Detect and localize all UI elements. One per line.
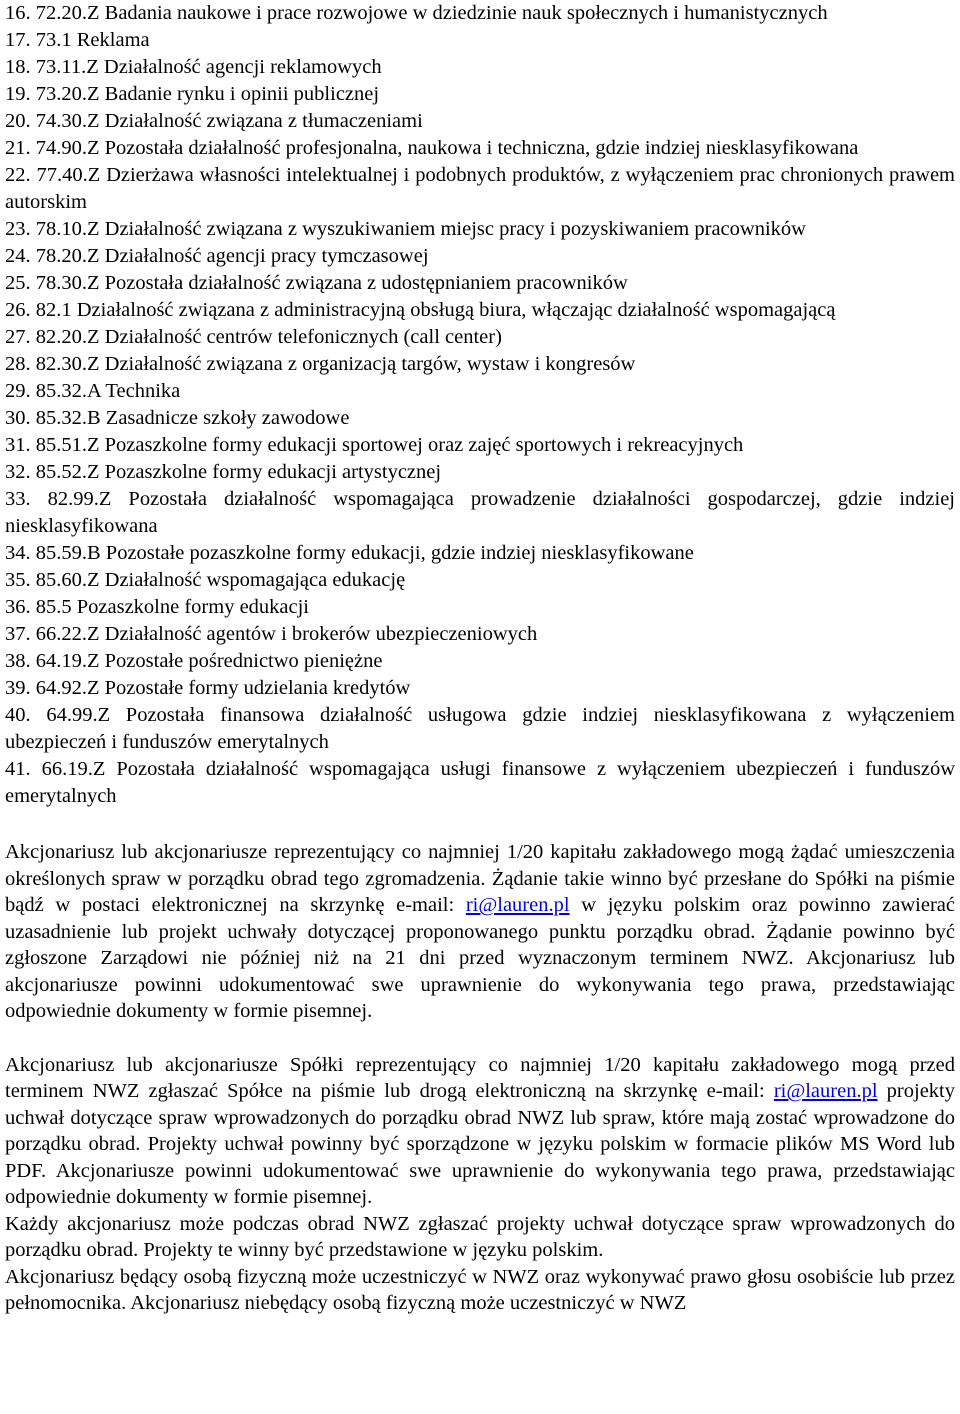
list-item: 21. 74.90.Z Pozostała działalność profesjonalna, naukowa i techniczna, gdzie indziej niesklasyfikowana (5, 137, 859, 159)
list-item: 41. 66.19.Z Pozostała działalność wspomagająca usługi finansowe z wyłączeniem ubezpieczeń i funduszów emerytalnych (5, 758, 955, 807)
list-item: 23. 78.10.Z Działalność związana z wyszukiwaniem miejsc pracy i pozyskiwaniem pracowników (5, 218, 806, 240)
list-item: 30. 85.32.B Zasadnicze szkoły zawodowe (5, 407, 350, 429)
list-item: 29. 85.32.A Technika (5, 380, 181, 402)
paragraph-meeting-drafts: Każdy akcjonariusz może podczas obrad NWZ zgłaszać projekty uchwał dotyczące spraw wprowadzonych do porządku obrad. Projekty te winny być przedstawione w języku polskim. (5, 1212, 955, 1261)
list-item: 18. 73.11.Z Działalność agencji reklamowych (5, 56, 382, 78)
list-item: 32. 85.52.Z Pozaszkolne formy edukacji artystycznej (5, 461, 442, 483)
list-item: 26. 82.1 Działalność związana z administracyjną obsługą biura, włączając działalność wspomagającą (5, 299, 836, 321)
list-item: 27. 82.20.Z Działalność centrów telefonicznych (call center) (5, 326, 502, 348)
paragraph-text: Akcjonariusz lub akcjonariusze Spółki reprezentujący co najmniej 1/20 kapitału zakładowego mogą przed terminem NWZ zgłaszać Spółce na piśmie lub drogą elektroniczną na skrzynkę e-mail: (5, 1053, 955, 1102)
pkd-list (5, 0, 955, 810)
paragraph-text: projekty uchwał dotyczące spraw wprowadzonych do porządku obrad NWZ lub spraw, które mają zostać wprowadzone do porządku obrad. Projekty uchwał powinny być sporządzone w języku polskim w formacie plików MS Word lub PDF. Akcjonariusze powinni udokumentować swe uprawnienie do wykonywania tego prawa, przedstawiając odpowiednie dokumenty w formie pisemnej. (5, 1080, 955, 1208)
list-item: 24. 78.20.Z Działalność agencji pracy tymczasowej (5, 245, 429, 267)
list-item: 40. 64.99.Z Pozostała finansowa działalność usługowa gdzie indziej niesklasyfikowana z wyłączeniem ubezpieczeń i funduszów emerytalnych (5, 704, 955, 753)
list-item: 25. 78.30.Z Pozostała działalność związana z udostępnianiem pracowników (5, 272, 628, 294)
list-item: 36. 85.5 Pozaszkolne formy edukacji (5, 596, 310, 618)
document-page (5, 0, 955, 1317)
list-item: 37. 66.22.Z Działalność agentów i brokerów ubezpieczeniowych (5, 623, 538, 645)
list-item: 34. 85.59.B Pozostałe pozaszkolne formy edukacji, gdzie indziej niesklasyfikowane (5, 542, 694, 564)
paragraph-agenda-request (5, 839, 955, 1025)
paragraph-resolution-drafts (5, 1052, 955, 1211)
list-item: 20. 74.30.Z Działalność związana z tłumaczeniami (5, 110, 423, 132)
paragraph-text: Akcjonariusz lub akcjonariusze reprezentujący co najmniej 1/20 kapitału zakładowego mogą żądać umieszczenia określonych spraw w porządku obrad tego zgromadzenia. Żądanie takie winno być przesłane do Spółki na piśmie bądź w postaci elektronicznej na skrzynkę e-mail: (5, 841, 955, 916)
list-item: 16. 72.20.Z Badania naukowe i prace rozwojowe w dziedzinie nauk społecznych i humanistycznych (5, 2, 828, 24)
paragraph-participation: Akcjonariusz będący osobą fizyczną może uczestniczyć w NWZ oraz wykonywać prawo głosu osobiście lub przez pełnomocnika. Akcjonariusz niebędący osobą fizyczną może uczestniczyć w NWZ (5, 1265, 955, 1314)
list-item: 17. 73.1 Reklama (5, 29, 150, 51)
email-link[interactable]: ri@lauren.pl (465, 894, 570, 916)
list-item: 28. 82.30.Z Działalność związana z organizacją targów, wystaw i kongresów (5, 353, 636, 375)
list-item: 33. 82.99.Z Pozostała działalność wspomagająca prowadzenie działalności gospodarczej, gdzie indziej niesklasyfikowana (5, 488, 955, 537)
list-item: 31. 85.51.Z Pozaszkolne formy edukacji sportowej oraz zajęć sportowych i rekreacyjnych (5, 434, 744, 456)
list-item: 19. 73.20.Z Badanie rynku i opinii publicznej (5, 83, 380, 105)
email-link[interactable]: ri@lauren.pl (773, 1080, 878, 1102)
list-item: 38. 64.19.Z Pozostałe pośrednictwo pieniężne (5, 650, 383, 672)
list-item: 39. 64.92.Z Pozostałe formy udzielania kredytów (5, 677, 411, 699)
list-item: 22. 77.40.Z Dzierżawa własności intelektualnej i podobnych produktów, z wyłączeniem prac chronionych prawem autorskim (5, 164, 955, 213)
list-item: 35. 85.60.Z Działalność wspomagająca edukację (5, 569, 406, 591)
paragraph-text: w języku polskim oraz powinno zawierać uzasadnienie lub projekt uchwały dotyczącej proponowanego punktu porządku obrad. Żądanie powinno być zgłoszone Zarządowi nie później niż na 21 dni przed wyznaczonym terminem NWZ. Akcjonariusz lub akcjonariusze powinni udokumentować swe uprawnienie do wykonywania tego prawa, przedstawiając odpowiednie dokumenty w formie pisemnej. (5, 894, 955, 1022)
